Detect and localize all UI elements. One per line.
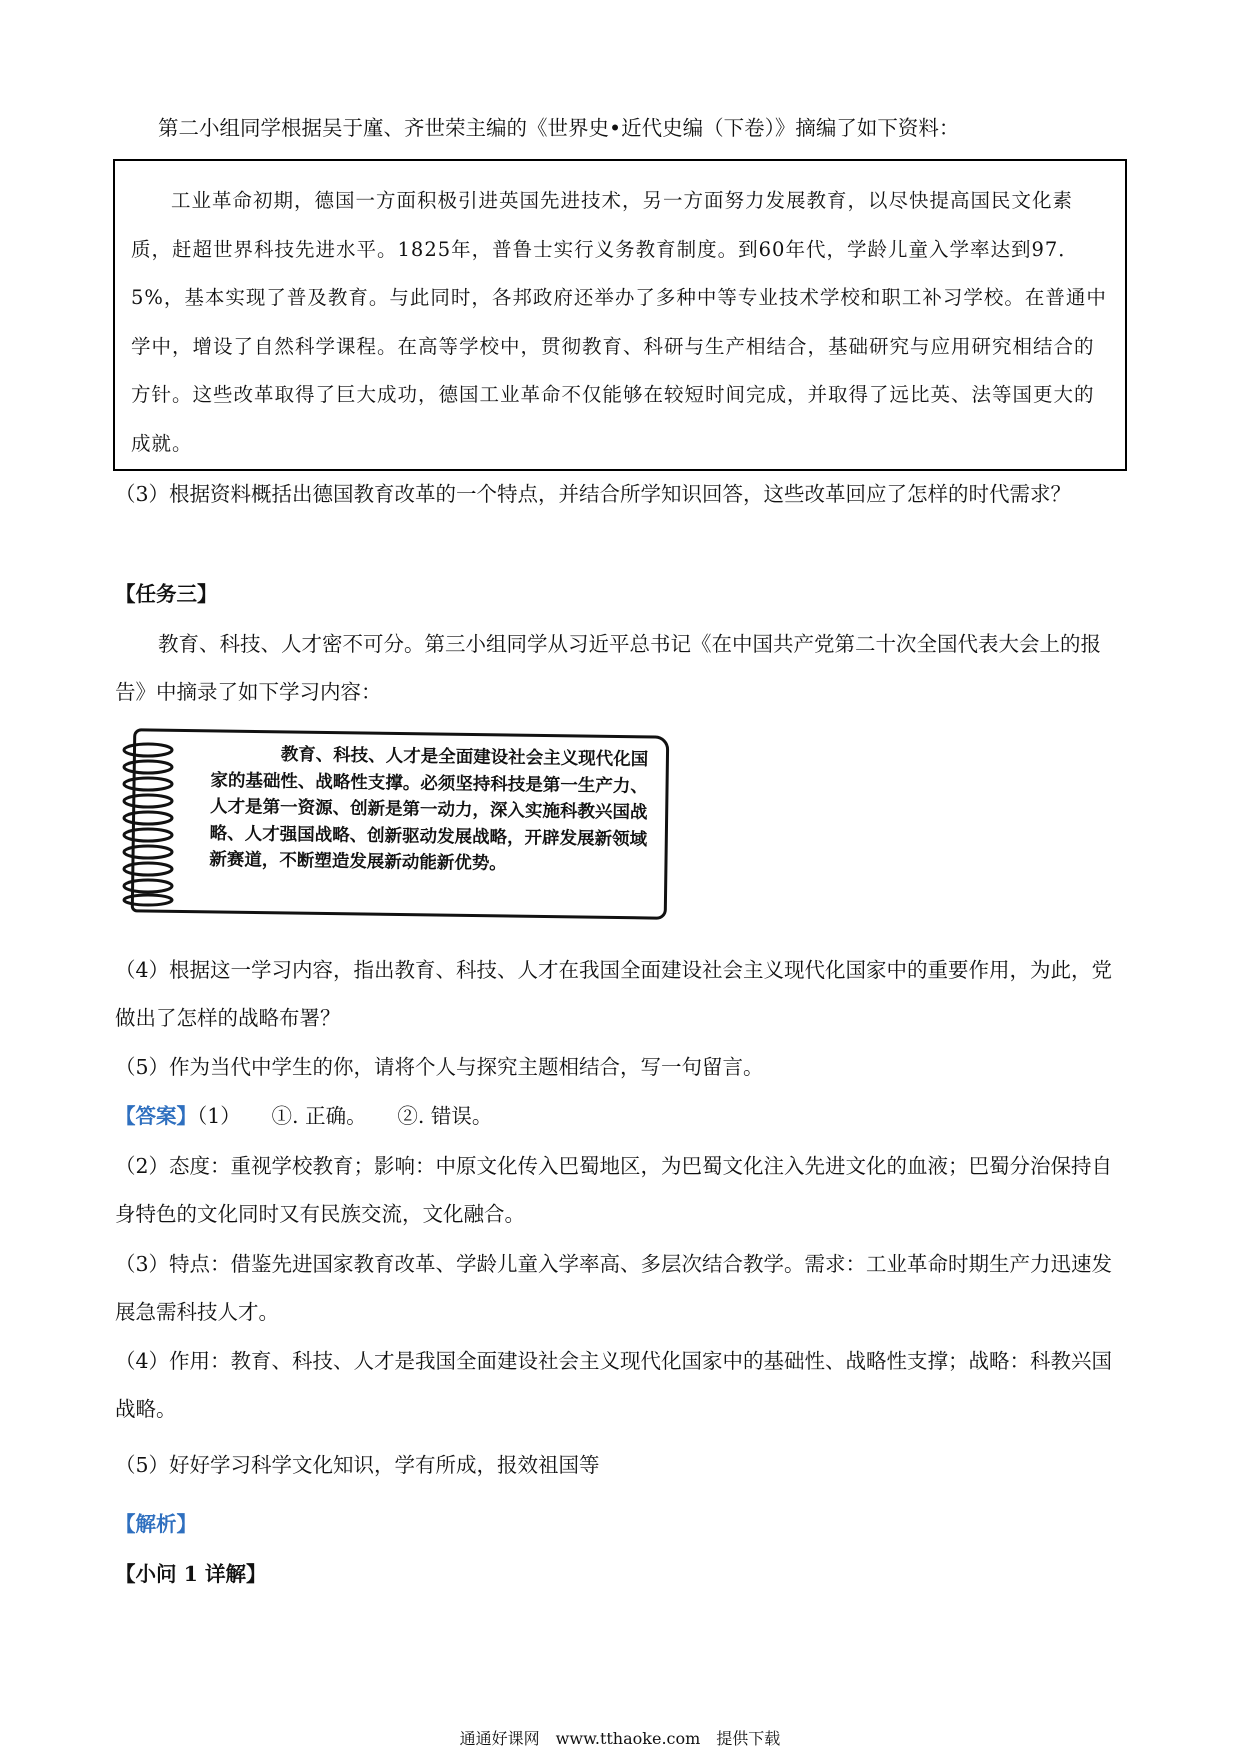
intro-second-group: 第二小组同学根据吴于廑、齐世荣主编的《世界史•近代史编（下卷）》摘编了如下资料： (158, 116, 960, 140)
question-3: （3）根据资料概括出德国教育改革的一个特点，并结合所学知识回答，这些改革回应了怎样的时代需求？ (115, 482, 1072, 506)
question-4: （4）根据这一学习内容，指出教育、科技、人才在我国全面建设社会主义现代化国家中的重要作用，为此，党做出了怎样的战略布署？ (115, 958, 1113, 1030)
answer-line-1 (115, 1092, 1130, 1140)
answer-label: 【答案】 (115, 1104, 197, 1128)
answer-3: （3）特点：借鉴先进国家教育改革、学龄儿童入学率高、多层次结合教学。需求：工业革命时期生产力迅速发展急需科技人才。 (115, 1252, 1113, 1324)
answer-4: （4）作用：教育、科技、人才是我国全面建设社会主义现代化国家中的基础性、战略性支撑；战略：科教兴国战略。 (115, 1349, 1113, 1421)
question-5: （5）作为当代中学生的你，请将个人与探究主题相结合，写一句留言。 (115, 1055, 764, 1079)
task3-heading: 【任务三】 (115, 582, 218, 606)
material-text: 工业革命初期，德国一方面积极引进英国先进技术，另一方面努力发展教育，以尽快提高国民文化素质，赶超世界科技先进水平。1825年，普鲁士实行义务教育制度。到60年代，学龄儿童入学率达到97．5%，基本实现了普及教育。与此同时，各邦政府还举办了多种中等专业技术学校和职工补习学校。在普通中学中，增设了自然科学课程。在高等学校中，贯彻教育、科研与生产相结合，基础研究与应用研究相结合的方针。这些改革取得了巨大成功，德国工业革命不仅能够在较短时间完成，并取得了远比英、法等国更大的成就。 (131, 189, 1107, 455)
notebook-excerpt (118, 728, 678, 913)
footer: 通通好课网 www.tthaoke.com 提供下载 (459, 1729, 781, 1748)
sub1-heading: 【小问 1 详解】 (115, 1562, 267, 1586)
analysis-label: 【解析】 (115, 1512, 197, 1536)
answer-5: （5）好好学习科学文化知识，学有所成，报效祖国等 (115, 1453, 600, 1477)
answer-1: （1） ①. 正确。 ②. 错误。 (197, 1104, 493, 1128)
material-box (113, 159, 1127, 471)
notebook-text: 教育、科技、人才是全面建设社会主义现代化国家的基础性、战略性支撑。必须坚持科技是第一生产力、人才是第一资源、创新是第一动力，深入实施科教兴国战略、人才强国战略、创新驱动发展战略，开辟发展新领域新赛道，不断塑造发展新动能新优势。 (209, 744, 649, 875)
intro-third-group: 教育、科技、人才密不可分。第三小组同学从习近平总书记《在中国共产党第二十次全国代表大会上的报告》中摘录了如下学习内容： (115, 632, 1101, 704)
spiral-rings-icon (118, 742, 188, 907)
answer-2: （2）态度：重视学校教育；影响：中原文化传入巴蜀地区，为巴蜀文化注入先进文化的血液；巴蜀分治保持自身特色的文化同时又有民族交流，文化融合。 (115, 1154, 1113, 1226)
